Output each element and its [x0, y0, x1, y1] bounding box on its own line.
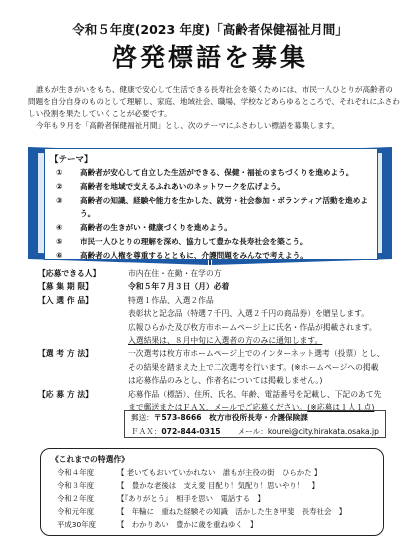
apply-line: 応募作品（標語）、住所、氏名、年齢、電話番号を記載し、下記のあて先: [128, 389, 382, 399]
address-box: [124, 410, 386, 438]
deadline-value: 令和５年７月３日（月）必着: [128, 282, 230, 292]
prize-note: 入選結果は、８月中旬に入選者の方のみに通知します。: [128, 336, 323, 346]
theme-heading: 【テーマ】: [50, 155, 93, 165]
theme-item-number: ②: [56, 181, 63, 191]
page-title: 啓発標語を募集: [111, 43, 308, 72]
theme-item: [56, 221, 374, 235]
past-winners-title: 《これまでの特選作》: [51, 455, 129, 464]
theme-item-number: ④: [56, 223, 63, 233]
fax-label: ＦＡＸ：: [131, 426, 162, 436]
selection-row: [38, 347, 402, 360]
eligible-label: 【応募できる人】: [38, 269, 101, 278]
selection-line: その結果を踏まえた上で二次選考を行います。(※ホームページへの掲載: [128, 362, 379, 372]
past-winner-slogan: 【 わかりあい 豊かに歳を重ねゆく 】: [117, 520, 258, 529]
past-winner-year: 平成30年度: [57, 520, 96, 529]
theme-item-number: ①: [56, 168, 63, 177]
theme-item-number: ⑤: [56, 236, 63, 246]
theme-item-text: 市民一人ひとりの理解を深め、協力して豊かな長寿社会を築こう。: [80, 236, 308, 246]
past-winner-row: [51, 518, 373, 531]
deadline-row: [38, 280, 402, 293]
email-link[interactable]: kourei@city.hirakata.osaka.jp: [267, 426, 379, 436]
apply-row: [38, 388, 402, 401]
past-winner-year: 令和２年度: [57, 494, 94, 503]
theme-item: [56, 235, 374, 249]
post-value: 〒573-8666 枚方市役所長寿・介護保険課: [153, 413, 308, 422]
contact-line: [131, 425, 379, 439]
past-winner-row: [51, 466, 373, 479]
eligible-value: 市内在住・在勤・在学の方: [128, 269, 222, 278]
past-winner-row: [51, 492, 373, 505]
past-winner-year: 令和３年度: [57, 481, 94, 490]
theme-item-text: 高齢者の知識、経験や能力を生かした、就労・社会参加・ボランティア活動を進めよう。: [80, 195, 368, 219]
prize-line: 広報ひらかた及び枚方市ホームページ上に氏名・作品が掲載されます。: [128, 322, 377, 332]
past-winner-year: 令和元年度: [57, 507, 94, 516]
theme-item-text: 高齢者を地域で支えるふれあいのネットワークを広げよう。: [80, 181, 286, 191]
mail-address-line: [131, 411, 379, 425]
intro-text: [28, 84, 400, 132]
intro-paragraph: 今年も９月を「高齢者保健福祉月間」とし、次のテーマにふさわしい標語を募集します。: [36, 121, 340, 130]
past-winners-box: [40, 448, 384, 536]
past-winner-slogan: 【 豊かな老後は 支え愛 目配り！気配り！思いやり！ 】: [117, 481, 319, 490]
theme-item-text: 高齢者の生きがい・健康づくりを進めよう。: [80, 223, 232, 233]
apply-note: (※応募は１人１点): [307, 403, 375, 413]
theme-item-text: 高齢者の人権を尊重するとともに、介護問題をみんなで考えよう。: [80, 250, 308, 260]
theme-item-number: ⑥: [56, 250, 63, 260]
deadline-label: 【募 集 期 限】: [38, 282, 93, 292]
fax-value: 072-844-0315: [161, 426, 221, 436]
prize-line: 特選１作品、入選２作品: [128, 295, 214, 305]
theme-item: [56, 249, 374, 263]
past-winner-slogan: 【 老いてもおいていかれない 誰もが主役の街 ひらかた 】: [117, 468, 322, 477]
past-winner-row: [51, 479, 373, 492]
theme-item: [56, 194, 374, 222]
theme-item: [56, 166, 374, 180]
intro-paragraph: 誰もが生きがいをもち、健康で安心して生活できる長寿社会を築くためには、市民一人ひとりが高齢者の問題を自分自身のものとして理解し、家庭、地域社会、職場、学校などあらゆるところで、それぞれにふさわしい役割を果たしていくことが必要です。: [28, 85, 400, 118]
eligible-row: [38, 267, 402, 280]
selection-line: 一次選考は枚方市ホームページ上でのインターネット選考（投票）とし、: [128, 349, 385, 359]
selection-label: 【選 考 方 法】: [38, 349, 93, 359]
theme-item-number: ③: [56, 195, 63, 205]
prize-line: 表彰状と記念品（特選７千円、入選２千円の商品券）を贈呈します。: [128, 309, 370, 319]
page-subtitle: 令和５年度(2023 年度)「高齢者保健福祉月間」: [72, 22, 348, 37]
prize-label: 【入 選 作 品】: [38, 295, 93, 305]
post-label: 郵送：: [131, 413, 154, 422]
apply-label: 【応 募 方 法】: [38, 389, 93, 399]
past-winner-slogan: 【 年輪に 重ねた経験その知識 活かした生き甲斐 長寿社会 】: [117, 507, 347, 516]
past-winner-year: 令和４年度: [57, 468, 94, 477]
selection-line: は応募作品のみとし、作者名については掲載しません。): [128, 376, 323, 386]
application-details: [38, 267, 402, 414]
prize-row: [38, 294, 402, 307]
past-winner-slogan: 【『ありがとう』 相手を思い 電話する 】: [117, 494, 265, 503]
apply-text: まで郵送またはＦＡＸ、メールでご応募ください。: [128, 403, 308, 413]
theme-item: [56, 180, 374, 194]
theme-item-text: 高齢者が安心して自立した生活ができる、保健・福祉のまちづくりを進めよう。: [80, 168, 354, 177]
theme-list: [56, 166, 374, 263]
past-winner-row: [51, 505, 373, 518]
email-label: メール：: [237, 426, 268, 436]
